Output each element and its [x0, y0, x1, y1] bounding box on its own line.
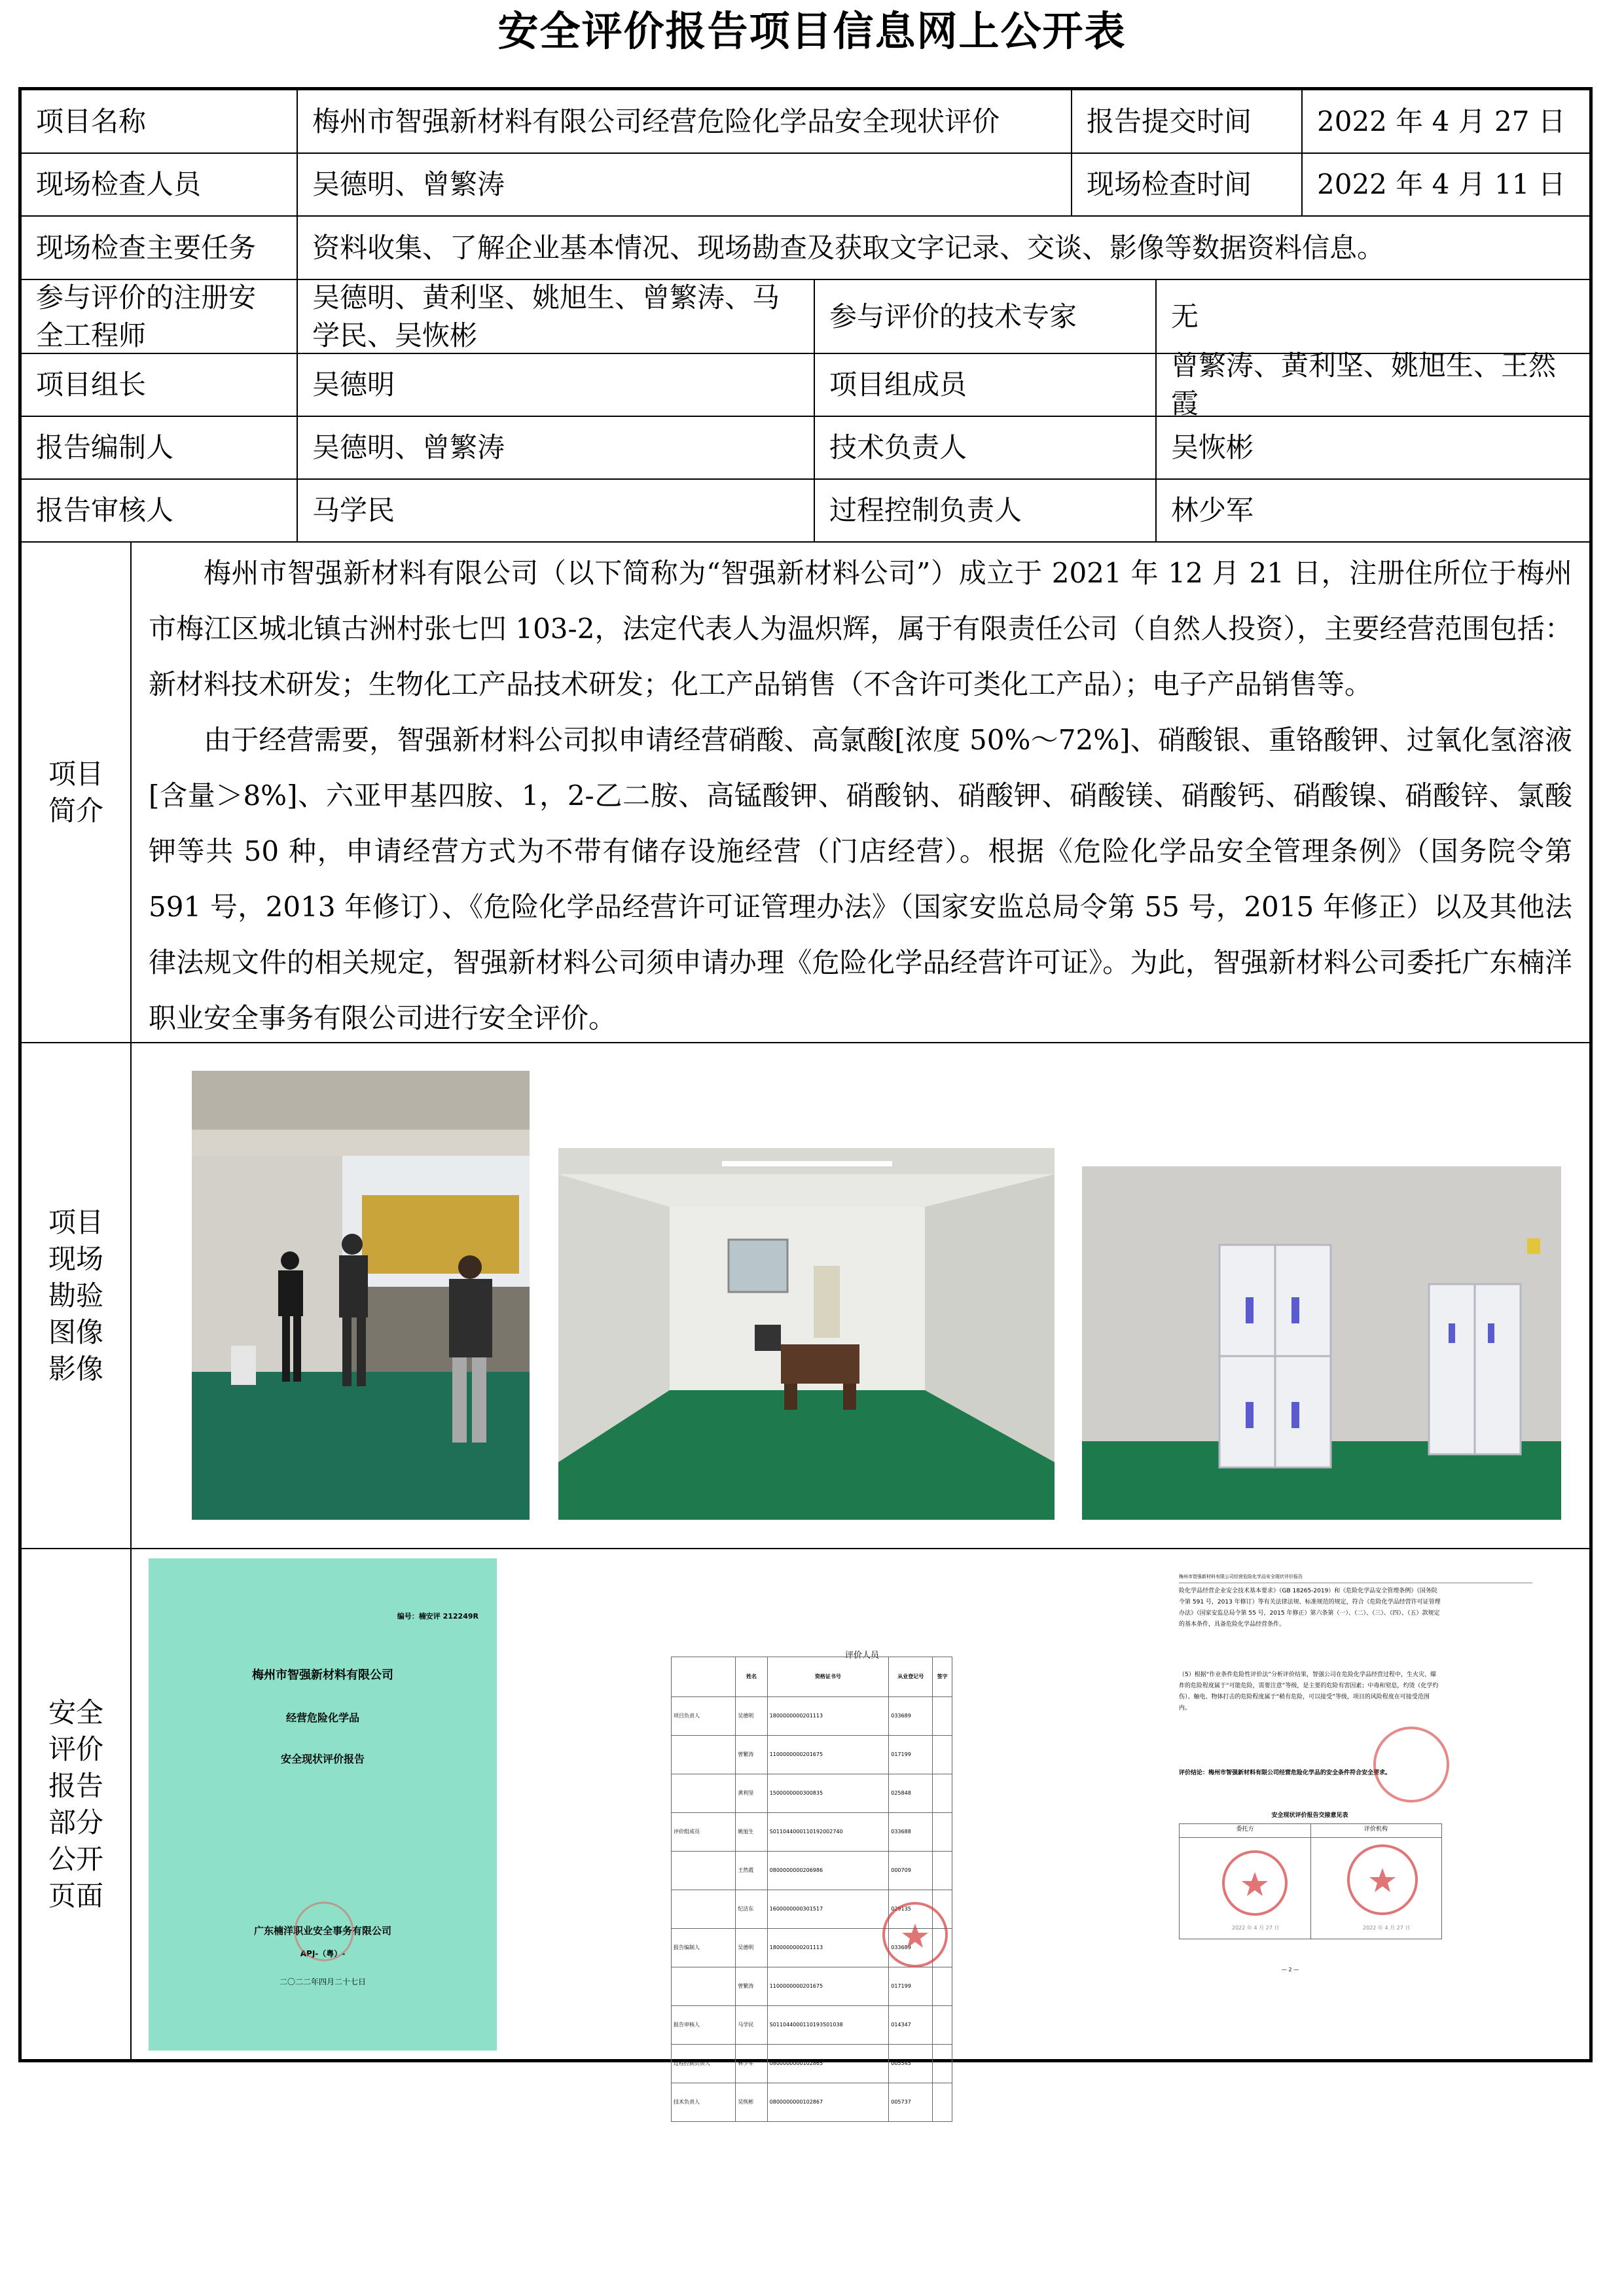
- intro-paragraph-1: 梅州市智强新材料有限公司（以下简称为“智强新材料公司”）成立于 2021 年 12 月 21 日，注册住所位于梅州市梅江区城北镇古洲村张七凹 103-2，法定代表人为温炽辉，属于有限责任公司（自然人投资），主要经营范围包括：新材料技术研发；生物化工产品技术研发；化工产品销售（不含许可类化工产品）；电子产品销售等。: [149, 557, 1572, 700]
- writer: 吴德明、曾繁涛: [298, 417, 815, 480]
- staff-role-cell: [672, 1967, 736, 2006]
- staff-role-cell: [672, 1890, 736, 1929]
- report-staff-page: [630, 1558, 1094, 2105]
- report-pages-area: [132, 1549, 1589, 2105]
- submit-time: 2022 年 4 月 27 日: [1303, 90, 1589, 154]
- staff-col-role: [672, 1657, 736, 1697]
- staff-table-row: [672, 1736, 952, 1774]
- site-label-2: 现场: [48, 1242, 103, 1275]
- site-photo-office: [558, 1148, 1055, 1520]
- site-photos-area: [132, 1043, 1589, 1549]
- staff-col-sign: 签字: [933, 1657, 952, 1697]
- staff-name-cell: 曾繁涛: [736, 1736, 767, 1774]
- submit-time-label: 报告提交时间: [1072, 90, 1303, 154]
- staff-reg-cell: 033689: [889, 1697, 933, 1736]
- cover-line3: 安全现状评价报告: [280, 1753, 365, 1765]
- staff-cert-cell: S011044000110193501038: [767, 2006, 889, 2045]
- report-label-3: 报告: [48, 1769, 103, 1802]
- engineers-label-line2: 全工程师: [36, 319, 147, 351]
- staff-role-cell: 报告编制人: [672, 1929, 736, 1967]
- staff-col-name: 姓名: [736, 1657, 767, 1697]
- members-label: 项目组成员: [815, 354, 1157, 417]
- intro-label: [22, 543, 132, 1043]
- report-cover-page: [149, 1558, 497, 2051]
- staff-signature-cell: [933, 1967, 952, 2006]
- staff-cert-cell: 1100000000201675: [767, 1736, 889, 1774]
- leader-label: 项目组长: [22, 354, 298, 417]
- staff-reg-cell: 033688: [889, 1813, 933, 1852]
- staff-name-cell: 黄利坚: [736, 1774, 767, 1813]
- report-label-6: 页面: [48, 1879, 103, 1912]
- staff-role-cell: 评价组成员: [672, 1813, 736, 1852]
- engineers-label: [22, 280, 298, 354]
- staff-table-row: [672, 1813, 952, 1852]
- staff-cert-cell: 1800000000201113: [767, 1929, 889, 1967]
- conclusion-p1: 险化学品经营企业安全技术基本要求》（GB 18265-2019）和《危险化学品安全管理条例》（国务院令第 591 号，2013 年修订）等有关法律法规、标准规范的规定，符合《危险化学品经营许可证管理办法》（国家安监总局令第 55 号，2015 年修正）第六条第（一）、（二）、（三）、（四）、（五）款规定的基本条件，具备危险化学品经营条件。: [1179, 1588, 1441, 1628]
- staff-signature-cell: [933, 1774, 952, 1813]
- staff-signature-cell: [933, 1852, 952, 1890]
- staff-reg-cell: 017199: [889, 1736, 933, 1774]
- staff-signature-cell: [933, 1697, 952, 1736]
- staff-reg-cell: 000709: [889, 1852, 933, 1890]
- staff-signature-cell: [933, 1813, 952, 1852]
- staff-signature-cell: [933, 2045, 952, 2083]
- staff-cert-cell: 0800000000206986: [767, 1852, 889, 1890]
- staff-cert-cell: S011044000110192002740: [767, 1813, 889, 1852]
- staff-table-row: [672, 1774, 952, 1813]
- conclusion-text: 评价结论：梅州市智强新材料有限公司经营危险化学品的安全条件符合安全要求。: [1179, 1770, 1392, 1776]
- handover-date-client: 2022 年 4 月 27 日: [1232, 1925, 1280, 1931]
- staff-cert-cell: 0800000000102867: [767, 2083, 889, 2122]
- inspect-time-label: 现场检查时间: [1072, 154, 1303, 217]
- report-label-1: 安全: [48, 1696, 103, 1729]
- handover-table: [1179, 1823, 1442, 1939]
- staff-signature-cell: [933, 2006, 952, 2045]
- staff-role-cell: 项目负责人: [672, 1697, 736, 1736]
- members: 曾繁涛、黄利坚、姚旭生、王然霞: [1157, 354, 1589, 417]
- cover-company: 梅州市智强新材料有限公司: [252, 1668, 393, 1682]
- engineers-line2: 学民、吴恢彬: [312, 319, 478, 351]
- staff-name-cell: 马学民: [736, 2006, 767, 2045]
- conclusion-p2: （5）根据“作业条件危险性评价法”分析评价结果，智强公司在危险化学品经营过程中，生火灾、爆炸的危险程度属于“可能危险，需要注意”等级，是主要的危险有害因素；中毒和窒息，灼烫（化学灼伤）、触电、物体打击的危险程度属于“稍有危险，可以接受”等级，项目的风险程度在可接受范围内。: [1179, 1672, 1439, 1712]
- info-table: [18, 87, 1593, 2105]
- main-task-label: 现场检查主要任务: [22, 217, 298, 280]
- reviewer-label: 报告审核人: [22, 480, 298, 543]
- report-pages-label: [22, 1549, 132, 2059]
- report-conclusion-page: [1140, 1558, 1572, 2051]
- staff-reg-cell: 017199: [889, 1967, 933, 2006]
- staff-cert-cell: 1600000000301517: [767, 1890, 889, 1929]
- staff-name-cell: 林少军: [736, 2045, 767, 2083]
- agency-seal-icon: [1343, 1840, 1422, 1919]
- cover-line2: 经营危险化学品: [285, 1712, 359, 1724]
- staff-name-cell: 曾繁涛: [736, 1967, 767, 2006]
- site-photos-label: [22, 1043, 132, 1549]
- staff-role-cell: 报告审核人: [672, 2006, 736, 2045]
- staff-cert-cell: 0800000000102865: [767, 2045, 889, 2083]
- cover-cert: APJ-（粤）-: [300, 1949, 346, 1958]
- process-lead: 林少军: [1157, 480, 1589, 543]
- experts: 无: [1157, 280, 1589, 354]
- site-label-4: 图像: [48, 1316, 103, 1348]
- staff-table-row: [672, 1967, 952, 2006]
- staff-name-cell: 吴恢彬: [736, 2083, 767, 2122]
- site-photo-entrance: [192, 1071, 530, 1520]
- writer-label: 报告编制人: [22, 417, 298, 480]
- staff-role-cell: 技术负责人: [672, 2083, 736, 2122]
- intro-label-1: 项目: [48, 757, 103, 790]
- staff-name-cell: 吴德明: [736, 1929, 767, 1967]
- project-name: 梅州市智强新材料有限公司经营危险化学品安全现状评价: [298, 90, 1072, 154]
- conclusion-footer: — 2 —: [1281, 1967, 1299, 1973]
- report-label-5: 公开: [48, 1842, 103, 1875]
- staff-table-row: [672, 2006, 952, 2045]
- inspectors: 吴德明、曾繁涛: [298, 154, 1072, 217]
- conclusion-seal-icon: [1369, 1722, 1454, 1807]
- staff-table-row: [672, 1697, 952, 1736]
- site-label-3: 勘验: [48, 1279, 103, 1312]
- engineers-line1: 吴德明、黄利坚、姚旭生、曾繁涛、马: [312, 281, 780, 314]
- staff-reg-cell: 005737: [889, 2083, 933, 2122]
- engineers: [298, 280, 815, 354]
- inspect-time: 2022 年 4 月 11 日: [1303, 154, 1589, 217]
- staff-col-reg: 从业登记号: [889, 1657, 933, 1697]
- staff-name-cell: 王然霞: [736, 1852, 767, 1890]
- staff-signature-cell: [933, 1736, 952, 1774]
- site-label-5: 影像: [48, 1352, 103, 1385]
- intro-paragraph-2: 由于经营需要，智强新材料公司拟申请经营硝酸、高氯酸[浓度 50%～72%]、硝酸银、重铬酸钾、过氧化氢溶液[含量＞8%]、六亚甲基四胺、1，2-乙二胺、高锰酸钾、硝酸钠、硝酸钾、硝酸镁、硝酸钙、硝酸镍、硝酸锌、氯酸钾等共 50 种，申请经营方式为不带有储存设施经营（门店经营）。根据《危险化学品安全管理条例》（国务院令第 591 号，2013 年修订）、《危险化学品经营许可证管理办法》（国家安监总局令第 55 号，2015 年修正）以及其他法律法规文件的相关规定，智强新材料公司须申请办理《危险化学品经营许可证》。为此，智强新材料公司委托广东楠洋职业安全事务有限公司进行安全评价。: [149, 724, 1572, 1034]
- staff-table-row: [672, 2045, 952, 2083]
- experts-label: 参与评价的技术专家: [815, 280, 1157, 354]
- process-lead-label: 过程控制负责人: [815, 480, 1157, 543]
- staff-role-cell: 过程控制负责人: [672, 2045, 736, 2083]
- staff-table-row: [672, 1852, 952, 1890]
- inspectors-label: 现场检查人员: [22, 154, 298, 217]
- staff-table-row: [672, 2083, 952, 2122]
- tech-lead-label: 技术负责人: [815, 417, 1157, 480]
- staff-cert-cell: 1500000000300835: [767, 1774, 889, 1813]
- leader: 吴德明: [298, 354, 815, 417]
- intro-text: [132, 543, 1589, 1043]
- staff-role-cell: [672, 1736, 736, 1774]
- staff-role-cell: [672, 1852, 736, 1890]
- cover-seal-icon: [291, 1899, 357, 1964]
- reviewer: 马学民: [298, 480, 815, 543]
- staff-signature-cell: [933, 2083, 952, 2122]
- staff-role-cell: [672, 1774, 736, 1813]
- project-name-label: 项目名称: [22, 90, 298, 154]
- staff-reg-cell: 025848: [889, 1774, 933, 1813]
- staff-reg-cell: 005545: [889, 2045, 933, 2083]
- staff-name-cell: 纪洁东: [736, 1890, 767, 1929]
- page-title: 安全评价报告项目信息网上公开表: [497, 7, 1127, 55]
- staff-table-header: [672, 1657, 952, 1697]
- site-label-1: 项目: [48, 1206, 103, 1238]
- staff-seal-icon: [879, 1899, 951, 1971]
- client-seal-icon: [1219, 1847, 1291, 1919]
- staff-col-cert: 资格证书号: [767, 1657, 889, 1697]
- staff-cert-cell: 1800000000201113: [767, 1697, 889, 1736]
- engineers-label-line1: 参与评价的注册安: [36, 281, 257, 314]
- staff-name-cell: 吴德明: [736, 1697, 767, 1736]
- staff-reg-cell: 033689: [889, 1929, 933, 1967]
- report-label-4: 部分: [48, 1806, 103, 1839]
- staff-reg-cell: 014347: [889, 2006, 933, 2045]
- intro-label-2: 简介: [48, 794, 103, 827]
- cover-date: 二〇二二年四月二十七日: [279, 1977, 366, 1986]
- staff-table: [671, 1657, 952, 2122]
- staff-cert-cell: 1100000000201675: [767, 1967, 889, 2006]
- staff-heading: 评价人员: [844, 1651, 879, 1660]
- handover-col-client: 委托方: [1180, 1824, 1311, 1838]
- cover-issuer: 广东楠洋职业安全事务有限公司: [253, 1925, 391, 1937]
- staff-name-cell: 姚旭生: [736, 1813, 767, 1852]
- main-task: 资料收集、了解企业基本情况、现场勘查及获取文字记录、交谈、影像等数据资料信息。: [298, 217, 1589, 280]
- tech-lead: 吴恢彬: [1157, 417, 1589, 480]
- handover-col-agency: 评价机构: [1310, 1824, 1441, 1838]
- conclusion-header: 梅州市智强新材料有限公司经营危险化学品安全现状评价报告: [1179, 1571, 1532, 1583]
- staff-reg-cell: 029135: [889, 1890, 933, 1929]
- site-photo-cabinets: [1082, 1166, 1561, 1520]
- report-label-2: 评价: [48, 1732, 103, 1765]
- cover-number: 编号：楠安评 212249R: [397, 1612, 478, 1621]
- handover-date-agency: 2022 年 4 月 27 日: [1363, 1925, 1411, 1931]
- handover-table-title: 安全现状评价报告交接意见表: [1271, 1812, 1348, 1819]
